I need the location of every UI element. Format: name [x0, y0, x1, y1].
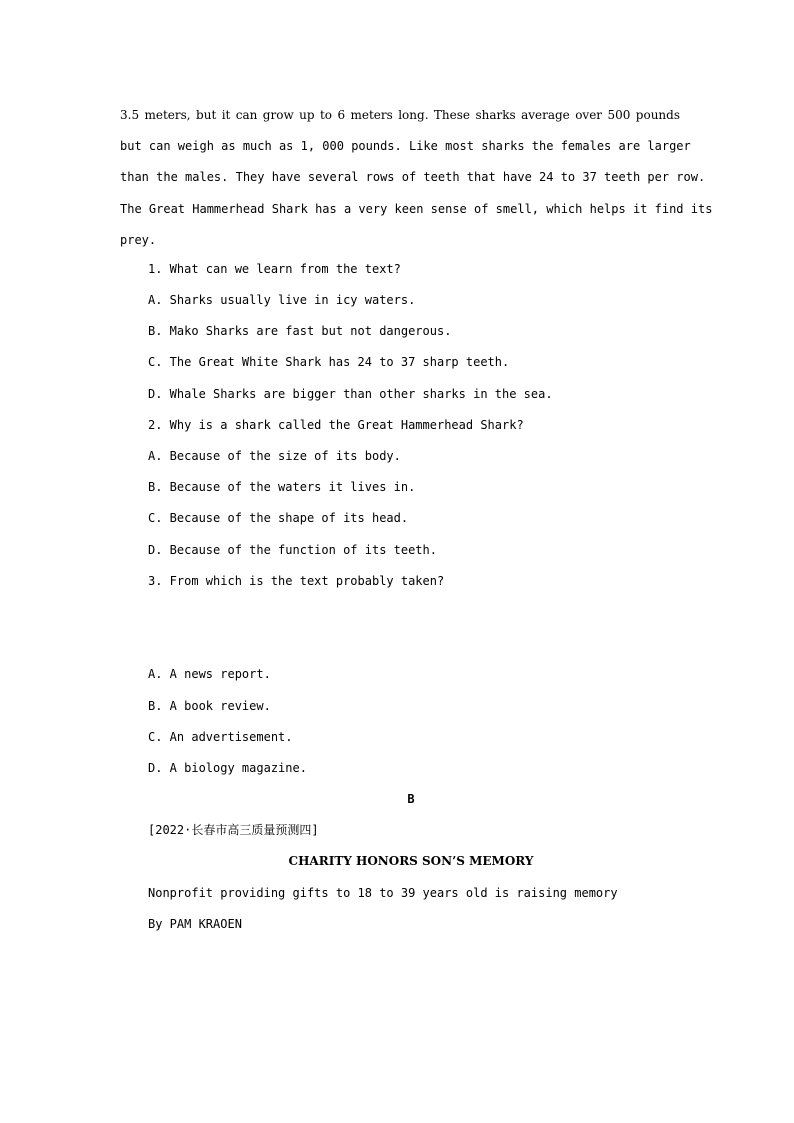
article-subtitle: Nonprofit providing gifts to 18 to 39 years old is raising memory [148, 886, 618, 900]
section-source: [2022·长春市高三质量预测四] [148, 823, 319, 837]
question-2-option-b: B. Because of the waters it lives in. [148, 480, 416, 494]
question-2-stem: 2. Why is a shark called the Great Hammerhead Shark? [148, 418, 524, 432]
section-letter: B [407, 792, 415, 806]
passage-line-1: 3.5 meters, but it can grow up to 6 meters long. These sharks average over 500 pounds [120, 108, 680, 122]
question-2-option-d: D. Because of the function of its teeth. [148, 543, 437, 557]
passage-line-2: but can weigh as much as 1, 000 pounds. Like most sharks the females are larger [120, 139, 691, 154]
passage-paragraph [120, 100, 713, 256]
question-3-option-c: C. An advertisement. [148, 730, 293, 744]
passage-line-3: than the males. They have several rows of teeth that have 24 to 37 teeth per row. [120, 170, 706, 185]
question-1-option-a: A. Sharks usually live in icy waters. [148, 293, 416, 307]
question-3-option-b: B. A book review. [148, 699, 271, 713]
passage-line-4: The Great Hammerhead Shark has a very keen sense of smell, which helps it find its [120, 201, 713, 216]
question-3-option-a: A. A news report. [148, 667, 271, 681]
question-1-option-d: D. Whale Sharks are bigger than other sharks in the sea. [148, 387, 553, 401]
passage-line-5: prey. [120, 232, 157, 247]
question-1-stem: 1. What can we learn from the text? [148, 262, 401, 276]
question-3-option-d: D. A biology magazine. [148, 761, 307, 775]
question-3-stem: 3. From which is the text probably taken? [148, 574, 445, 588]
question-1-option-c: C. The Great White Shark has 24 to 37 sharp teeth. [148, 355, 510, 369]
article-byline: By PAM KRAOEN [148, 917, 242, 931]
question-2-option-a: A. Because of the size of its body. [148, 449, 401, 463]
question-1-option-b: B. Mako Sharks are fast but not dangerous. [148, 324, 452, 338]
article-title: CHARITY HONORS SON’S MEMORY [288, 854, 534, 868]
question-2-option-c: C. Because of the shape of its head. [148, 511, 409, 525]
